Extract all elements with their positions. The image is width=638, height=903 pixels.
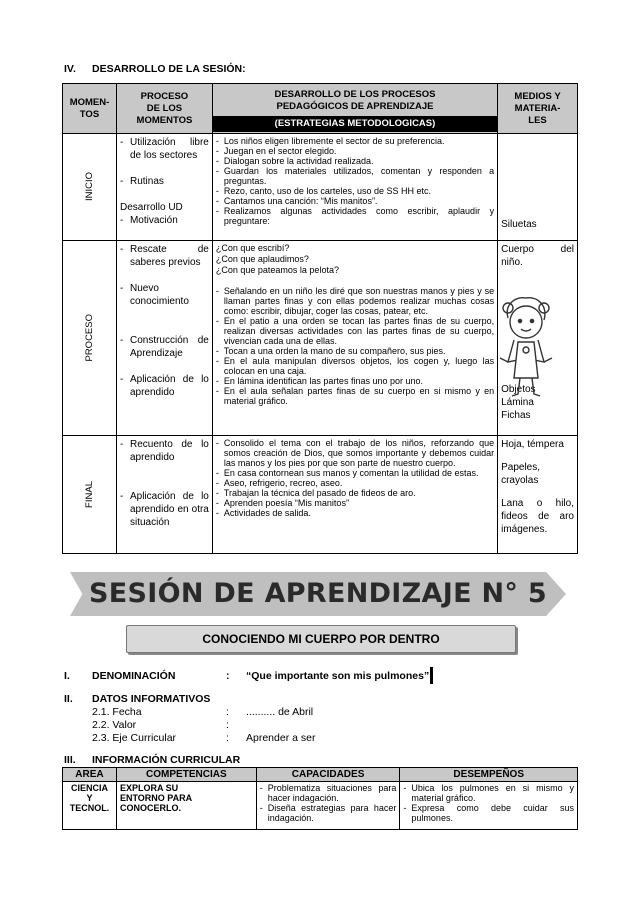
proceso-cell: [116, 134, 212, 241]
moment-label: INICIO: [83, 172, 95, 202]
proceso-item: [120, 162, 209, 175]
proceso-item: - Construcción de Aprendizaje: [120, 334, 209, 360]
desempeno-item: - Ubica los pulmones en si mismo y material gráfico.: [403, 783, 574, 803]
question-text: ¿Con que aplaudimos?: [215, 254, 309, 264]
medios-cell: [498, 436, 578, 554]
proceso-item: - Nuevo conocimiento: [120, 282, 209, 308]
curricular-header: AREA: [63, 768, 117, 782]
medio-item: Objetos: [501, 384, 536, 395]
curricular-header: CAPACIDADES: [256, 768, 400, 782]
info-colon: :: [226, 732, 229, 744]
proceso-item: [120, 360, 209, 373]
capacidad-item: - Problematiza situaciones para hacer indagación.: [260, 783, 397, 803]
question-text: ¿Con que escribí?: [215, 243, 290, 253]
row-final: [63, 436, 578, 554]
proceso-item: - Recuento de lo aprendido: [120, 438, 209, 464]
curricular-table: [62, 767, 578, 830]
proceso-cell: [116, 241, 212, 436]
proceso-item: - Utilización libre de los sectores: [120, 136, 209, 162]
activity-item: - En el aula manipulan diversos objetos, los cogen y, luego las colocan en una caja.: [216, 356, 494, 376]
proceso-item: - Rescate de saberes previos: [120, 243, 209, 269]
competencia-cell: EXPLORA SU ENTORNO PARA CONOCERLO.: [116, 782, 256, 830]
capacidad-item: - Diseña estrategias para hacer indagación.: [260, 803, 397, 823]
moment-cell: [63, 241, 117, 436]
medio-item: Papeles, crayolas: [501, 462, 541, 486]
medio-item: Hoja, témpera: [501, 439, 564, 450]
text-cursor: [430, 667, 433, 684]
header-desarrollo: DESARROLLO DE LOS PROCESOS PEDAGÓGICOS DE APRENDIZAJE (ESTRATEGIAS METODOLOGICAS): [212, 84, 497, 134]
child-illustration: [494, 294, 556, 398]
proceso-item: [120, 464, 209, 477]
header-momentos: MOMEN- TOS: [63, 84, 117, 134]
medios-cell: [498, 134, 578, 241]
activity-item: - Trabajan la técnica del pasado de fideos de aro.: [216, 488, 494, 498]
area-cell: CIENCIA Y TECNOL.: [63, 782, 117, 830]
proceso-item: [120, 269, 209, 282]
desarrollo-cell: [212, 436, 497, 554]
moment-cell: [63, 134, 117, 241]
info-colon: :: [226, 706, 229, 718]
header-proceso: PROCESO DE LOS MOMENTOS: [116, 84, 212, 134]
activity-item: - Cantamos una canción: “Mis manitos”.: [216, 196, 494, 206]
info-label: 2.3. Eje Curricular: [92, 732, 177, 744]
s1-number: I.: [64, 670, 70, 682]
activity-item: - Guardan los materiales utilizados, comentan y responden a preguntas.: [216, 166, 494, 186]
s3-number: III.: [64, 754, 76, 766]
proceso-item: - Aplicación de lo aprendido en otra situación: [120, 490, 209, 529]
s2-label: DATOS INFORMATIVOS: [92, 693, 211, 705]
moment-cell: [63, 436, 117, 554]
info-colon: :: [226, 719, 229, 731]
proceso-item: [120, 321, 209, 334]
medio-item: Fichas: [501, 410, 531, 421]
info-label: 2.1. Fecha: [92, 706, 142, 718]
medio-item: Cuerpo del niño.: [501, 244, 574, 268]
activity-item: - Juegan en el sector elegido.: [216, 146, 494, 156]
activity-item: - En casa contornean sus manos y comentan la utilidad de estas.: [216, 468, 494, 478]
proceso-cell: [116, 436, 212, 554]
proceso-item: [120, 188, 209, 201]
activity-item: - Dialogan sobre la actividad realizada.: [216, 156, 494, 166]
desarrollo-cell: [212, 241, 497, 436]
proceso-item: Desarrollo UD: [119, 202, 183, 213]
moment-label: PROCESO: [83, 314, 95, 362]
info-value: Aprender a ser: [246, 732, 316, 744]
activity-item: - Señalando en un niño les diré que son nuestras manos y pies y se llaman partes finas y con ellas podemos realizar muchas cosas como: escribir, dibujar, coger las cosas, patear, etc.: [216, 286, 494, 316]
activity-item: - En el patio a una orden se tocan las partes finas de su cuerpo, realizan diversas actividades con las partes finas de su cuerpo, vivencian cada una de ellas.: [216, 316, 494, 346]
activity-item: - En lámina identifican las partes finas uno por uno.: [216, 376, 494, 386]
header-medios: MEDIOS Y MATERIA- LES: [498, 84, 578, 134]
s1-value: “Que importante son mis pulmones”: [246, 670, 430, 682]
section-4-number: IV.: [64, 63, 76, 75]
activity-item: - Aseo, refrigerio, recreo, aseo.: [216, 478, 494, 488]
activity-item: - Realizamos algunas actividades como escribir, aplaudir y preguntare:: [216, 206, 494, 226]
activity-item: - Consolido el tema con el trabajo de los niños, reforzando que somos creación de Dios, que somos importante y debemos cuidar las manos y los pies por que son parte de nuestro cuerpo.: [216, 438, 494, 468]
activity-item: - Tocan a una orden la mano de su compañero, sus pies.: [216, 346, 494, 356]
medio-item: Lana o hilo, fideos de aro imágenes.: [501, 498, 574, 535]
session-banner-title: SESIÓN DE APRENDIZAJE N° 5: [88, 578, 547, 609]
proceso-item: - Rutinas: [120, 175, 209, 188]
proceso-item: - Motivación: [120, 214, 209, 227]
activity-item: - Rezo, canto, uso de los carteles, uso de SS HH etc.: [216, 186, 494, 196]
proceso-item: - Aplicación de lo aprendido: [120, 373, 209, 399]
s1-colon: :: [226, 670, 230, 682]
section-4-title: DESARROLLO DE LA SESIÓN:: [92, 63, 246, 75]
medio-item: Siluetas: [501, 219, 537, 230]
question-text: ¿Con que pateamos la pelota?: [215, 265, 339, 275]
curricular-header: COMPETENCIAS: [116, 768, 256, 782]
desarrollo-cell: [212, 134, 497, 241]
s1-label: DENOMINACIÓN: [92, 670, 176, 682]
medio-item: Lámina: [501, 397, 534, 408]
capacidades-cell: [256, 782, 400, 830]
moment-label: FINAL: [83, 481, 95, 508]
info-value: .......... de Abril: [246, 706, 314, 718]
curricular-header: DESEMPEÑOS: [400, 768, 578, 782]
activity-item: - Actividades de salida.: [216, 508, 494, 518]
s3-label: INFORMACIÓN CURRICULAR: [92, 754, 241, 766]
session-subtitle: CONOCIENDO MI CUERPO POR DENTRO: [126, 625, 516, 653]
desempenos-cell: [400, 782, 578, 830]
row-inicio: [63, 134, 578, 241]
activity-item: - En el aula señalan partes finas de su cuerpo en si mismo y en material gráfico.: [216, 386, 494, 406]
proceso-item: [120, 308, 209, 321]
activity-item: - Los niños eligen libremente el sector de su preferencia.: [216, 136, 494, 146]
info-label: 2.2. Valor: [92, 719, 137, 731]
proceso-item: [120, 477, 209, 490]
estrategias-strip: (ESTRATEGIAS METODOLOGICAS): [213, 116, 497, 132]
s2-number: II.: [64, 693, 73, 705]
desempeno-item: - Expresa como debe cuidar sus pulmones.: [403, 803, 574, 823]
activity-item: - Aprenden poesía “Mis manitos”: [216, 498, 494, 508]
